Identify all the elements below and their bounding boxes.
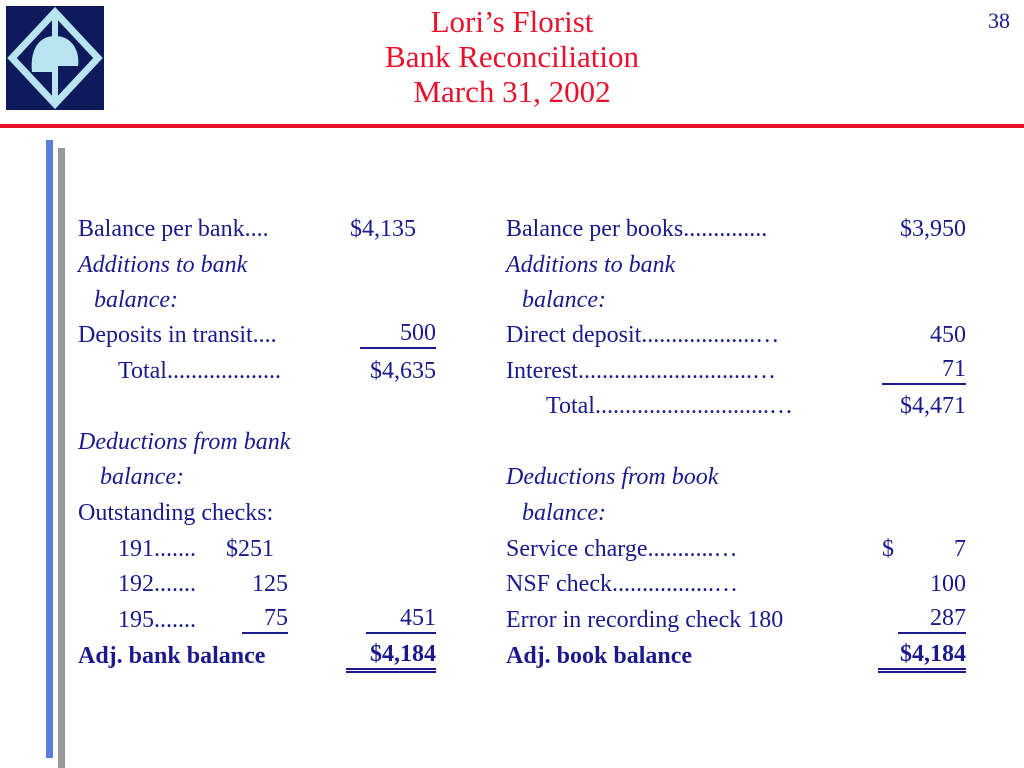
bank-additions-heading: Additions to bank	[78, 252, 248, 278]
recording-error-label: Error in recording check 180	[506, 607, 784, 633]
bank-total-value: $4,635	[370, 358, 436, 384]
book-total-value: $4,471	[900, 393, 966, 419]
checks-total-value: 451	[366, 605, 436, 634]
bank-balance-value: $4,135	[350, 216, 416, 242]
nsf-check-label: NSF check.................…	[506, 571, 738, 597]
direct-deposit-label: Direct deposit...................…	[506, 322, 780, 348]
title-date: March 31, 2002	[413, 74, 611, 109]
side-bar-gray	[58, 148, 65, 768]
adj-bank-balance-value: $4,184	[346, 641, 436, 673]
book-deductions-heading: Deductions from book	[506, 464, 719, 490]
book-balance-label: Balance per books..............	[506, 216, 768, 242]
deposits-in-transit-value: 500	[360, 320, 436, 349]
service-charge-label: Service charge...........…	[506, 536, 738, 562]
title-report: Bank Reconciliation	[385, 39, 639, 74]
slide-number: 38	[988, 8, 1010, 33]
bank-balance-label: Balance per bank....	[78, 216, 269, 242]
service-charge-value: 7	[954, 536, 966, 562]
check-amount: 125	[252, 571, 288, 597]
check-label: 191.......	[118, 536, 196, 562]
interest-label: Interest.............................…	[506, 358, 776, 384]
book-deductions-heading-cont: balance:	[522, 500, 606, 526]
bank-total-label: Total...................	[118, 358, 281, 384]
bank-deductions-heading: Deductions from bank	[78, 429, 291, 455]
page-title	[0, 4, 1024, 109]
check-amount: $251	[226, 536, 274, 562]
book-additions-heading-cont: balance:	[522, 287, 606, 313]
service-charge-currency: $	[882, 536, 894, 562]
adj-book-balance-value: $4,184	[878, 641, 966, 673]
bank-deductions-heading-cont: balance:	[100, 464, 184, 490]
title-company: Lori’s Florist	[430, 4, 594, 39]
interest-value: 71	[882, 356, 966, 385]
adj-bank-balance-label: Adj. bank balance	[78, 643, 266, 669]
check-label: 192.......	[118, 571, 196, 597]
recording-error-value: 287	[898, 605, 966, 634]
deposits-in-transit-label: Deposits in transit....	[78, 322, 277, 348]
book-additions-heading: Additions to bank	[506, 252, 676, 278]
bank-additions-heading-cont: balance:	[94, 287, 178, 313]
side-bar-blue	[46, 140, 53, 758]
direct-deposit-value: 450	[930, 322, 966, 348]
title-divider	[0, 124, 1024, 128]
book-balance-value: $3,950	[900, 216, 966, 242]
adj-book-balance-label: Adj. book balance	[506, 643, 693, 669]
outstanding-checks-label: Outstanding checks:	[78, 500, 274, 526]
check-label: 195.......	[118, 607, 196, 633]
check-amount: 75	[242, 605, 288, 634]
book-total-label: Total.............................…	[546, 393, 793, 419]
nsf-check-value: 100	[930, 571, 966, 597]
